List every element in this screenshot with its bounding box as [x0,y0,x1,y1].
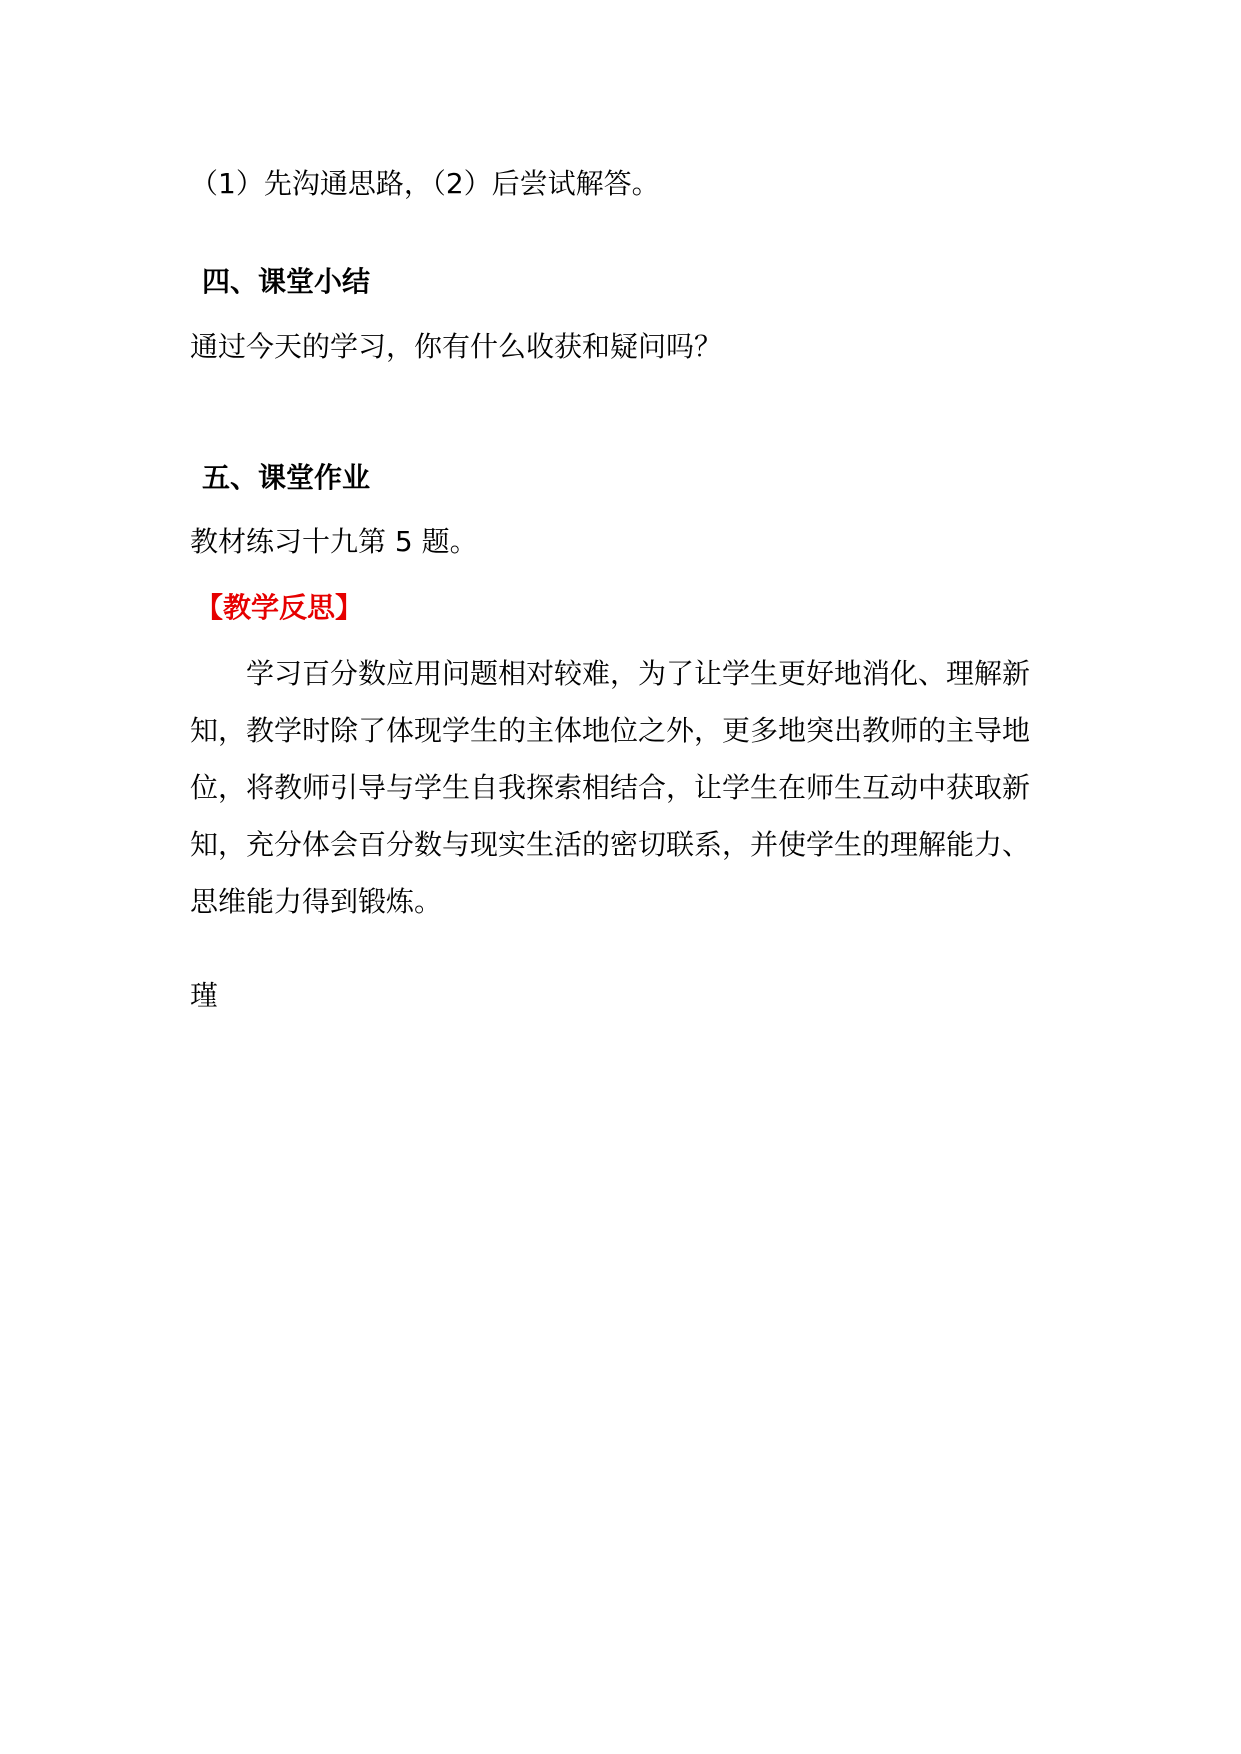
summary-heading: 四、课堂小结 [202,265,371,298]
homework-heading: 五、课堂作业 [202,461,371,494]
reflection-line-2: 知，教学时除了体现学生的主体地位之外，更多地突出教师的主导地 [190,714,1031,747]
reflection-line-1: 学习百分数应用问题相对较难，为了让学生更好地消化、理解新 [246,657,1031,690]
reflection-line-5: 思维能力得到锻炼。 [190,885,443,918]
reflection-line-4: 知，充分体会百分数与现实生活的密切联系，并使学生的理解能力、 [190,828,1031,861]
reflection-line-3: 位，将教师引导与学生自我探索相结合，让学生在师生互动中获取新 [190,771,1031,804]
trailing-char: 瑾 [190,979,219,1012]
homework-text: 教材练习十九第 5 题。 [190,525,478,558]
step-line: （1）先沟通思路，（2）后尝试解答。 [190,167,660,200]
reflection-heading: 【教学反思】 [195,591,364,624]
summary-text: 通过今天的学习，你有什么收获和疑问吗？ [190,330,723,363]
